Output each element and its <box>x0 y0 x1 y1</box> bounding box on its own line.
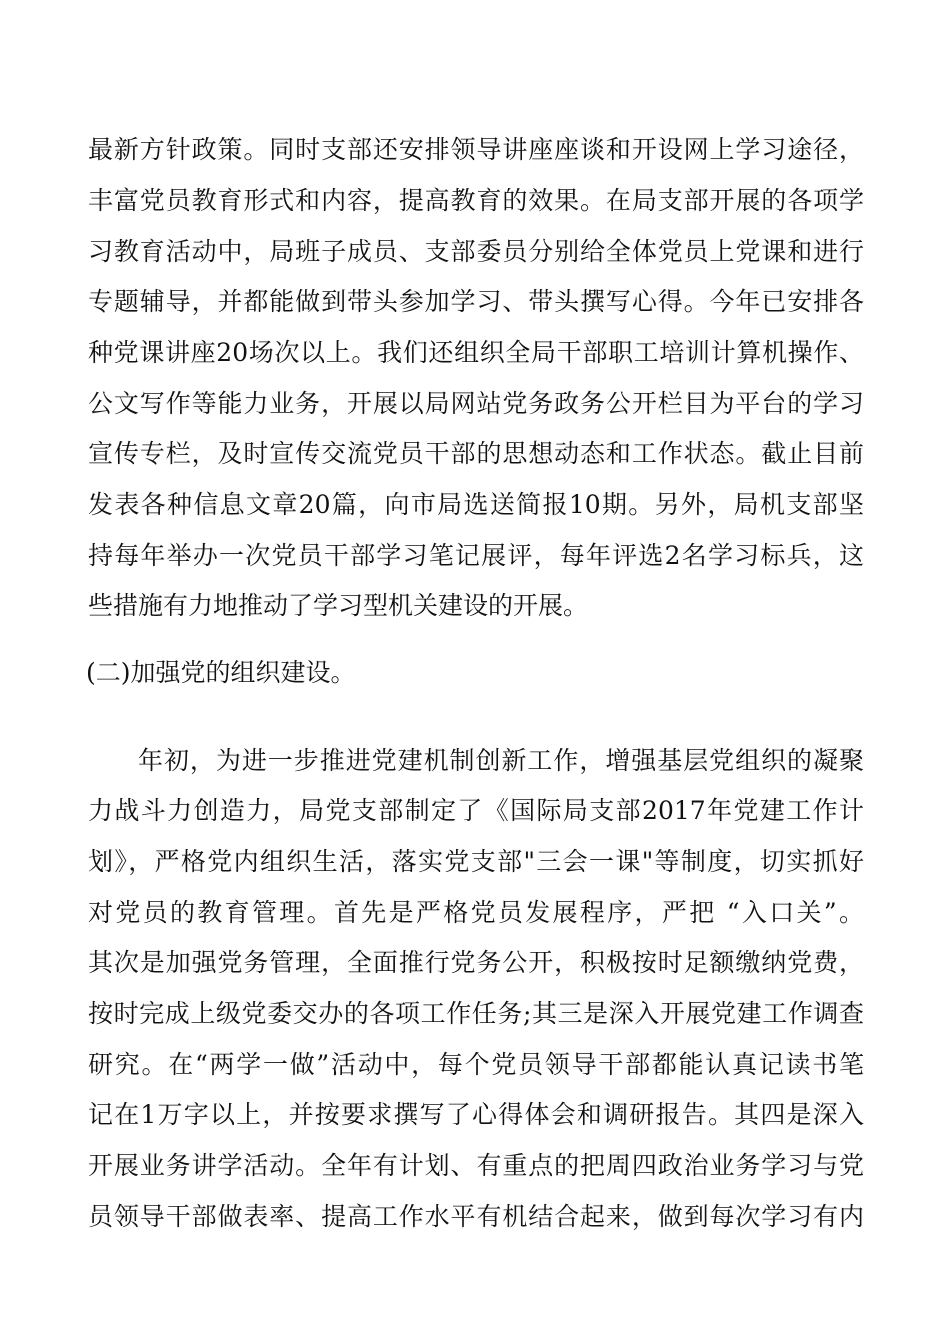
paragraph-2-line-6: 按时完成上级党委交办的各项工作任务;其三是深入开展党建工作调查 <box>88 999 864 1028</box>
paragraph-2-line-9: 开展业务讲学活动。全年有计划、有重点的把周四政治业务学习与党 <box>88 1151 864 1180</box>
paragraph-1-line-4: 专题辅导，并都能做到带头参加学习、带头撰写心得。今年已安排各 <box>88 287 864 316</box>
paragraph-1-line-8: 发表各种信息文章20篇，向市局选送简报10期。另外，局机支部坚 <box>88 490 864 519</box>
paragraph-1-line-5: 种党课讲座20场次以上。我们还组织全局干部职工培训计算机操作、 <box>88 338 864 367</box>
paragraph-1-line-1: 最新方针政策。同时支部还安排领导讲座座谈和开设网上学习途径， <box>88 135 864 164</box>
paragraph-1-line-10: 些措施有力地推动了学习型机关建设的开展。 <box>88 591 589 620</box>
paragraph-1-line-7: 宣传专栏，及时宣传交流党员干部的思想动态和工作状态。截止目前 <box>88 439 864 468</box>
paragraph-1-line-2: 丰富党员教育形式和内容，提高教育的效果。在局支部开展的各项学 <box>88 186 864 215</box>
paragraph-2-line-1: 年初，为进一步推进党建机制创新工作，增强基层党组织的凝聚 <box>138 746 864 775</box>
paragraph-1-line-9: 持每年举办一次党员干部学习笔记展评，每年评选2名学习标兵，这 <box>88 541 864 570</box>
paragraph-2-line-2: 力战斗力创造力，局党支部制定了《国际局支部2017年党建工作计 <box>88 796 864 825</box>
paragraph-2-line-3: 划》，严格党内组织生活，落实党支部"三会一课"等制度，切实抓好 <box>88 847 864 876</box>
paragraph-2-line-8: 记在1万字以上，并按要求撰写了心得体会和调研报告。其四是深入 <box>88 1100 864 1129</box>
paragraph-1-line-6: 公文写作等能力业务，开展以局网站党务政务公开栏目为平台的学习 <box>88 389 864 418</box>
paragraph-2-line-4: 对党员的教育管理。首先是严格党员发展程序，严把 “入口关”。 <box>88 898 864 927</box>
paragraph-1-line-3: 习教育活动中，局班子成员、支部委员分别给全体党员上党课和进行 <box>88 237 864 266</box>
paragraph-2-line-7: 研究。在“两学一做”活动中，每个党员领导干部都能认真记读书笔 <box>88 1050 864 1079</box>
paragraph-2-line-5: 其次是加强党务管理，全面推行党务公开，积极按时足额缴纳党费， <box>88 948 864 977</box>
paragraph-2-line-10: 员领导干部做表率、提高工作水平有机结合起来，做到每次学习有内 <box>88 1202 864 1231</box>
section-heading: (二)加强党的组织建设。 <box>86 658 356 687</box>
